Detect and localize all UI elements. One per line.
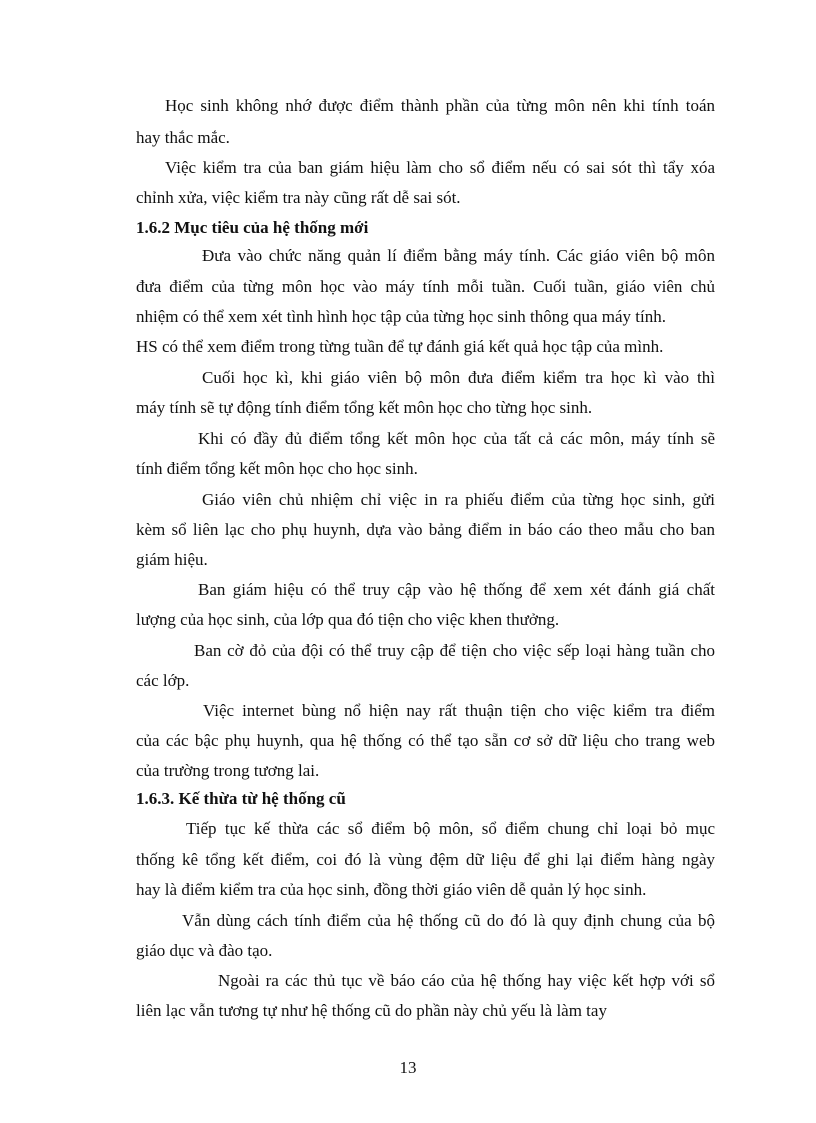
- page-number: 13: [399, 1058, 417, 1077]
- paragraph-line: tính điểm tổng kết môn học cho học sinh.: [136, 459, 418, 478]
- paragraph-line: các lớp.: [136, 671, 190, 690]
- paragraph-line: nhiệm có thể xem xét tình hình học tập của từng học sinh thông qua máy tính.: [136, 307, 666, 326]
- paragraph-line: HS có thể xem điểm trong từng tuần để tự đánh giá kết quả học tập của mình.: [136, 337, 664, 356]
- paragraph-line: liên lạc vẫn tương tự như hệ thống cũ do phần này chủ yếu là làm tay: [136, 1001, 607, 1020]
- paragraph-line: Khi có đầy đủ điểm tổng kết môn học của tất cả các môn, máy tính sẽ: [198, 429, 715, 448]
- section-heading: 1.6.3. Kế thừa từ hệ thống cũ: [136, 789, 346, 808]
- paragraph-line: lượng của học sinh, của lớp qua đó tiện cho việc khen thưởng.: [136, 610, 560, 629]
- paragraph-line: Đưa vào chức năng quản lí điểm bằng máy tính. Các giáo viên bộ môn: [202, 246, 715, 265]
- paragraph-line: kèm sổ liên lạc cho phụ huynh, dựa vào bảng điểm in báo cáo theo mẫu cho ban: [136, 520, 715, 539]
- paragraph-line: Cuối học kì, khi giáo viên bộ môn đưa điểm kiểm tra học kì vào thì: [202, 368, 715, 387]
- paragraph-line: Ban giám hiệu có thể truy cập vào hệ thống để xem xét đánh giá chất: [198, 580, 715, 599]
- paragraph-line: Vẫn dùng cách tính điểm của hệ thống cũ do đó là quy định chung của bộ: [182, 911, 715, 930]
- paragraph-line: đưa điểm của từng môn học vào máy tính mỗi tuần. Cuối tuần, giáo viên chủ: [136, 277, 715, 296]
- paragraph-line: hay thắc mắc.: [136, 128, 230, 147]
- paragraph-line: thống kê tổng kết điểm, coi đó là vùng đệm dữ liệu để ghi lại điểm hàng ngày: [136, 850, 715, 869]
- paragraph-line: Học sinh không nhớ được điểm thành phần của từng môn nên khi tính toán: [165, 96, 715, 115]
- paragraph-line: Ban cờ đỏ của đội có thể truy cập để tiện cho việc sếp loại hàng tuần cho: [194, 641, 715, 660]
- paragraph-line: máy tính sẽ tự động tính điểm tổng kết môn học cho từng học sinh.: [136, 398, 593, 417]
- paragraph-line: Việc internet bùng nổ hiện nay rất thuận tiện cho việc kiểm tra điểm: [203, 701, 715, 720]
- paragraph-line: giám hiệu.: [136, 550, 208, 569]
- paragraph-line: của trường trong tương lai.: [136, 761, 320, 780]
- paragraph-line: Tiếp tục kế thừa các sổ điểm bộ môn, sổ điểm chung chỉ loại bỏ mục: [186, 819, 715, 838]
- paragraph-line: Giáo viên chủ nhiệm chỉ việc in ra phiếu điểm của từng học sinh, gửi: [202, 490, 715, 509]
- paragraph-line: Việc kiểm tra của ban giám hiệu làm cho sổ điểm nếu có sai sót thì tẩy xóa: [165, 158, 715, 177]
- paragraph-line: của các bậc phụ huynh, qua hệ thống có thể tạo sẵn cơ sở dữ liệu cho trang web: [136, 731, 715, 750]
- section-heading: 1.6.2 Mục tiêu của hệ thống mới: [136, 218, 369, 237]
- paragraph-line: Ngoài ra các thủ tục về báo cáo của hệ thống hay việc kết hợp với sổ: [218, 971, 715, 990]
- paragraph-line: giáo dục và đào tạo.: [136, 941, 273, 960]
- paragraph-line: chỉnh xửa, việc kiểm tra này cũng rất dễ sai sót.: [136, 188, 461, 207]
- paragraph-line: hay là điểm kiểm tra của học sinh, đồng thời giáo viên dễ quản lý học sinh.: [136, 880, 647, 899]
